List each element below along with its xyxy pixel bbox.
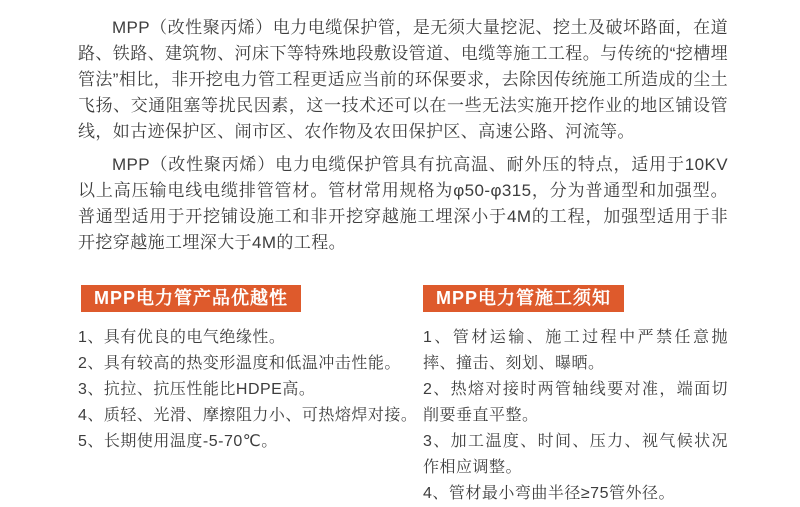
list-item: 3、抗拉、抗压性能比HDPE高。 — [78, 381, 316, 398]
intro-paragraph-2: MPP（改性聚丙烯）电力电缆保护管具有抗高温、耐外压的特点，适用于10KV以上高压输电线电缆排管管材。管材常用规格为φ50-φ315，分为普通型和加强型。普通型适用于开挖铺设施工和非开挖穿越施工埋深小于4M的工程，加强型适用于非开挖穿越施工埋深大于4M的工程。 — [78, 155, 728, 252]
list-item: 1、管材运输、施工过程中严禁任意抛摔、撞击、刻划、曝晒。 — [423, 329, 728, 372]
list-item: 1、具有优良的电气绝缘性。 — [78, 329, 286, 346]
list-item: 2、热熔对接时两管轴线要对准，端面切削要垂直平整。 — [423, 381, 728, 424]
two-column-area — [78, 285, 728, 507]
list-item: 5、长期使用温度-5-70℃。 — [78, 433, 278, 450]
advantages-title: MPP电力管产品优越性 — [81, 285, 301, 312]
intro-paragraph-1: MPP（改性聚丙烯）电力电缆保护管，是无须大量挖泥、挖土及破坏路面，在道路、铁路、建筑物、河床下等特殊地段敷设管道、电缆等施工工程。与传统的“挖槽埋管法”相比，非开挖电力管工程更适应当前的环保要求，去除因传统施工所造成的尘土飞扬、交通阻塞等扰民因素，这一技术还可以在一些无法实施开挖作业的地区铺设管线，如古迹保护区、闹市区、农作物及农田保护区、高速公路、河流等。 — [78, 18, 728, 141]
construction-notes-section — [423, 285, 728, 507]
list-item: 3、加工温度、时间、压力、视气候状况作相应调整。 — [423, 433, 728, 476]
advantages-list — [78, 325, 423, 455]
list-item: 4、管材最小弯曲半径≥75管外径。 — [423, 485, 675, 502]
construction-notes-list — [423, 325, 728, 507]
construction-notes-title: MPP电力管施工须知 — [423, 285, 624, 312]
list-item: 2、具有较高的热变形温度和低温冲击性能。 — [78, 355, 401, 372]
advantages-section — [78, 285, 423, 507]
intro-section — [78, 15, 728, 256]
list-item: 4、质轻、光滑、摩擦阻力小、可热熔焊对接。 — [78, 407, 418, 424]
